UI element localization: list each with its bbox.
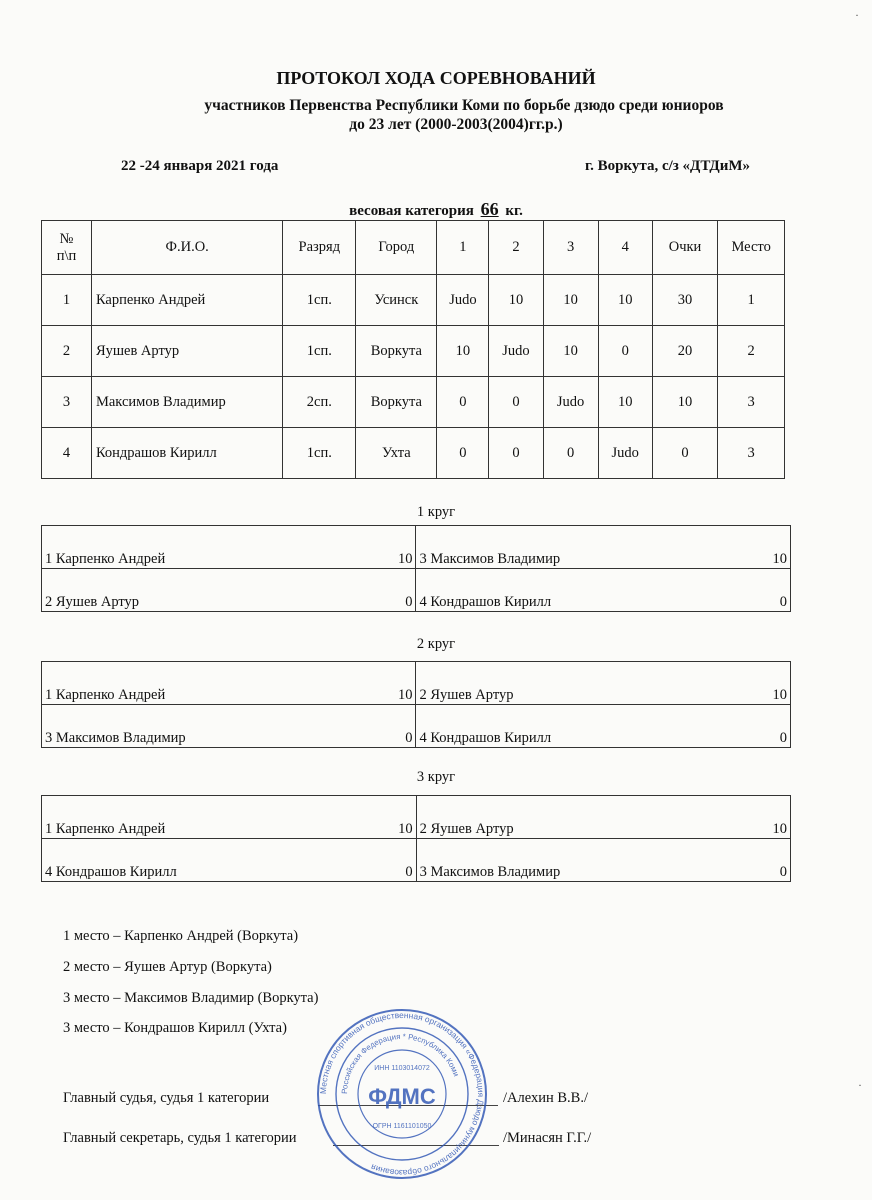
match-score: 0 xyxy=(405,730,413,746)
match-right xyxy=(416,526,791,569)
athlete-rank: 2сп. xyxy=(283,377,356,428)
header-bout-4: 4 xyxy=(598,221,652,275)
match-right xyxy=(416,839,790,882)
results-table xyxy=(41,220,785,479)
bout-3-result: 10 xyxy=(543,326,598,377)
match-score: 0 xyxy=(779,594,787,610)
bout-1-result: 0 xyxy=(437,377,489,428)
athlete-city: Воркута xyxy=(356,326,437,377)
bout-2-result: 0 xyxy=(489,377,543,428)
event-date: 22 -24 января 2021 года xyxy=(121,158,279,174)
athlete-name: 2 Яушев Артур xyxy=(419,821,514,837)
bout-4-result: Judo xyxy=(598,428,652,479)
round-1-table xyxy=(41,525,791,612)
place: 3 xyxy=(718,428,785,479)
bout-2-result: Judo xyxy=(489,326,543,377)
athlete-city: Усинск xyxy=(356,275,437,326)
table-row xyxy=(42,377,785,428)
stamp-inn: ИНН 1103014072 xyxy=(374,1065,430,1072)
match-right xyxy=(416,569,791,612)
header-bout-1: 1 xyxy=(437,221,489,275)
placement-1: 1 место – Карпенко Андрей (Воркута) xyxy=(63,928,299,944)
bout-4-result: 10 xyxy=(598,377,652,428)
match-row xyxy=(42,662,791,705)
header-rank: Разряд xyxy=(283,221,356,275)
athlete-city: Воркута xyxy=(356,377,437,428)
athlete-rank: 1сп. xyxy=(283,428,356,479)
table-row xyxy=(42,275,785,326)
header-place: Место xyxy=(718,221,785,275)
athlete-name: Яушев Артур xyxy=(91,326,282,377)
match-score: 10 xyxy=(772,687,787,703)
header-bout-3: 3 xyxy=(543,221,598,275)
match-row xyxy=(42,526,791,569)
match-right xyxy=(416,796,790,839)
stamp-ogrn: ОГРН 1161101050 xyxy=(372,1123,432,1130)
match-right xyxy=(416,662,791,705)
subtitle-line-1: участников Первенства Республики Коми по борьбе дзюдо среди юниоров xyxy=(204,97,724,114)
match-score: 0 xyxy=(779,730,787,746)
match-left xyxy=(42,796,417,839)
scan-speck: · xyxy=(855,8,859,22)
athlete-name: 3 Максимов Владимир xyxy=(419,864,561,880)
results-header-row xyxy=(42,221,785,275)
placement-3: 3 место – Максимов Владимир (Воркута) xyxy=(63,990,319,1006)
match-score: 10 xyxy=(772,821,787,837)
match-row xyxy=(42,796,791,839)
bout-1-result: Judo xyxy=(437,275,489,326)
stamp-inner-text: Российская Федерация * Республика Коми xyxy=(339,1031,461,1095)
round-2-title: 2 круг xyxy=(416,636,456,652)
header-points: Очки xyxy=(652,221,718,275)
match-score: 0 xyxy=(779,864,787,880)
athlete-rank: 1сп. xyxy=(283,275,356,326)
athlete-name: 1 Карпенко Андрей xyxy=(45,551,166,567)
bout-3-result: 10 xyxy=(543,275,598,326)
match-left xyxy=(42,839,417,882)
athlete-name: 2 Яушев Артур xyxy=(419,687,514,703)
bout-3-result: Judo xyxy=(543,377,598,428)
bout-4-result: 10 xyxy=(598,275,652,326)
subtitle-line-2: до 23 лет (2000-2003(2004)гг.р.) xyxy=(349,116,563,133)
row-number: 4 xyxy=(42,428,92,479)
athlete-name: 3 Максимов Владимир xyxy=(45,730,186,746)
placement-4: 3 место – Кондрашов Кирилл (Ухта) xyxy=(63,1020,287,1036)
placement-2: 2 место – Яушев Артур (Воркута) xyxy=(63,959,272,975)
bout-1-result: 0 xyxy=(437,428,489,479)
weight-category-unit: кг. xyxy=(505,203,523,219)
match-left xyxy=(42,705,416,748)
athlete-name: Карпенко Андрей xyxy=(91,275,282,326)
match-score: 0 xyxy=(405,594,413,610)
chief-judge-name: /Алехин В.В./ xyxy=(503,1090,588,1106)
points: 30 xyxy=(652,275,718,326)
header-number: № п\п xyxy=(42,221,92,275)
header-city: Город xyxy=(356,221,437,275)
header-name: Ф.И.О. xyxy=(91,221,282,275)
athlete-name: Кондрашов Кирилл xyxy=(91,428,282,479)
bout-2-result: 10 xyxy=(489,275,543,326)
match-left xyxy=(42,526,416,569)
athlete-city: Ухта xyxy=(356,428,437,479)
athlete-name: 4 Кондрашов Кирилл xyxy=(45,864,177,880)
match-row xyxy=(42,705,791,748)
chief-judge-label: Главный судья, судья 1 категории xyxy=(63,1090,270,1106)
match-score: 10 xyxy=(397,551,413,567)
page-title: ПРОТОКОЛ ХОДА СОРЕВНОВАНИЙ xyxy=(276,68,596,88)
match-row xyxy=(42,839,791,882)
stamp-emblem: ФДМС xyxy=(368,1084,436,1109)
event-venue: г. Воркута, с/з «ДТДиМ» xyxy=(585,158,751,174)
chief-secretary-label: Главный секретарь, судья 1 категории xyxy=(63,1130,297,1146)
athlete-name: 4 Кондрашов Кирилл xyxy=(419,594,552,610)
points: 20 xyxy=(652,326,718,377)
place: 2 xyxy=(718,326,785,377)
chief-secretary-name: /Минасян Г.Г./ xyxy=(503,1130,592,1146)
points: 0 xyxy=(652,428,718,479)
official-stamp xyxy=(316,1008,488,1180)
athlete-name: 4 Кондрашов Кирилл xyxy=(419,730,552,746)
athlete-name: 3 Максимов Владимир xyxy=(419,551,561,567)
athlete-name: Максимов Владимир xyxy=(91,377,282,428)
athlete-name: 1 Карпенко Андрей xyxy=(45,821,166,837)
place: 1 xyxy=(718,275,785,326)
match-score: 10 xyxy=(397,687,413,703)
bout-3-result: 0 xyxy=(543,428,598,479)
round-2-table xyxy=(41,661,791,748)
page-subtitle xyxy=(0,96,872,134)
match-score: 10 xyxy=(772,551,787,567)
athlete-name: 2 Яушев Артур xyxy=(45,594,140,610)
row-number: 1 xyxy=(42,275,92,326)
row-number: 2 xyxy=(42,326,92,377)
points: 10 xyxy=(652,377,718,428)
athlete-rank: 1сп. xyxy=(283,326,356,377)
match-score: 10 xyxy=(398,821,413,837)
match-row xyxy=(42,569,791,612)
header-bout-2: 2 xyxy=(489,221,543,275)
round-3-table xyxy=(41,795,791,882)
match-left xyxy=(42,662,416,705)
place: 3 xyxy=(718,377,785,428)
bout-1-result: 10 xyxy=(437,326,489,377)
round-1-title: 1 круг xyxy=(416,504,456,520)
bout-4-result: 0 xyxy=(598,326,652,377)
round-3-title: 3 круг xyxy=(416,769,456,785)
stamp-outer-text: Местная спортивная общественная организация «Федерация Дзюдо муниципального образования xyxy=(317,1009,487,1179)
match-right xyxy=(416,705,791,748)
table-row xyxy=(42,326,785,377)
bout-2-result: 0 xyxy=(489,428,543,479)
weight-category xyxy=(0,199,872,220)
weight-category-value: 66 xyxy=(480,199,499,219)
match-score: 0 xyxy=(405,864,413,880)
row-number: 3 xyxy=(42,377,92,428)
scan-speck: · xyxy=(858,1078,862,1092)
athlete-name: 1 Карпенко Андрей xyxy=(45,687,166,703)
match-left xyxy=(42,569,416,612)
table-row xyxy=(42,428,785,479)
weight-category-label: весовая категория xyxy=(349,203,474,219)
